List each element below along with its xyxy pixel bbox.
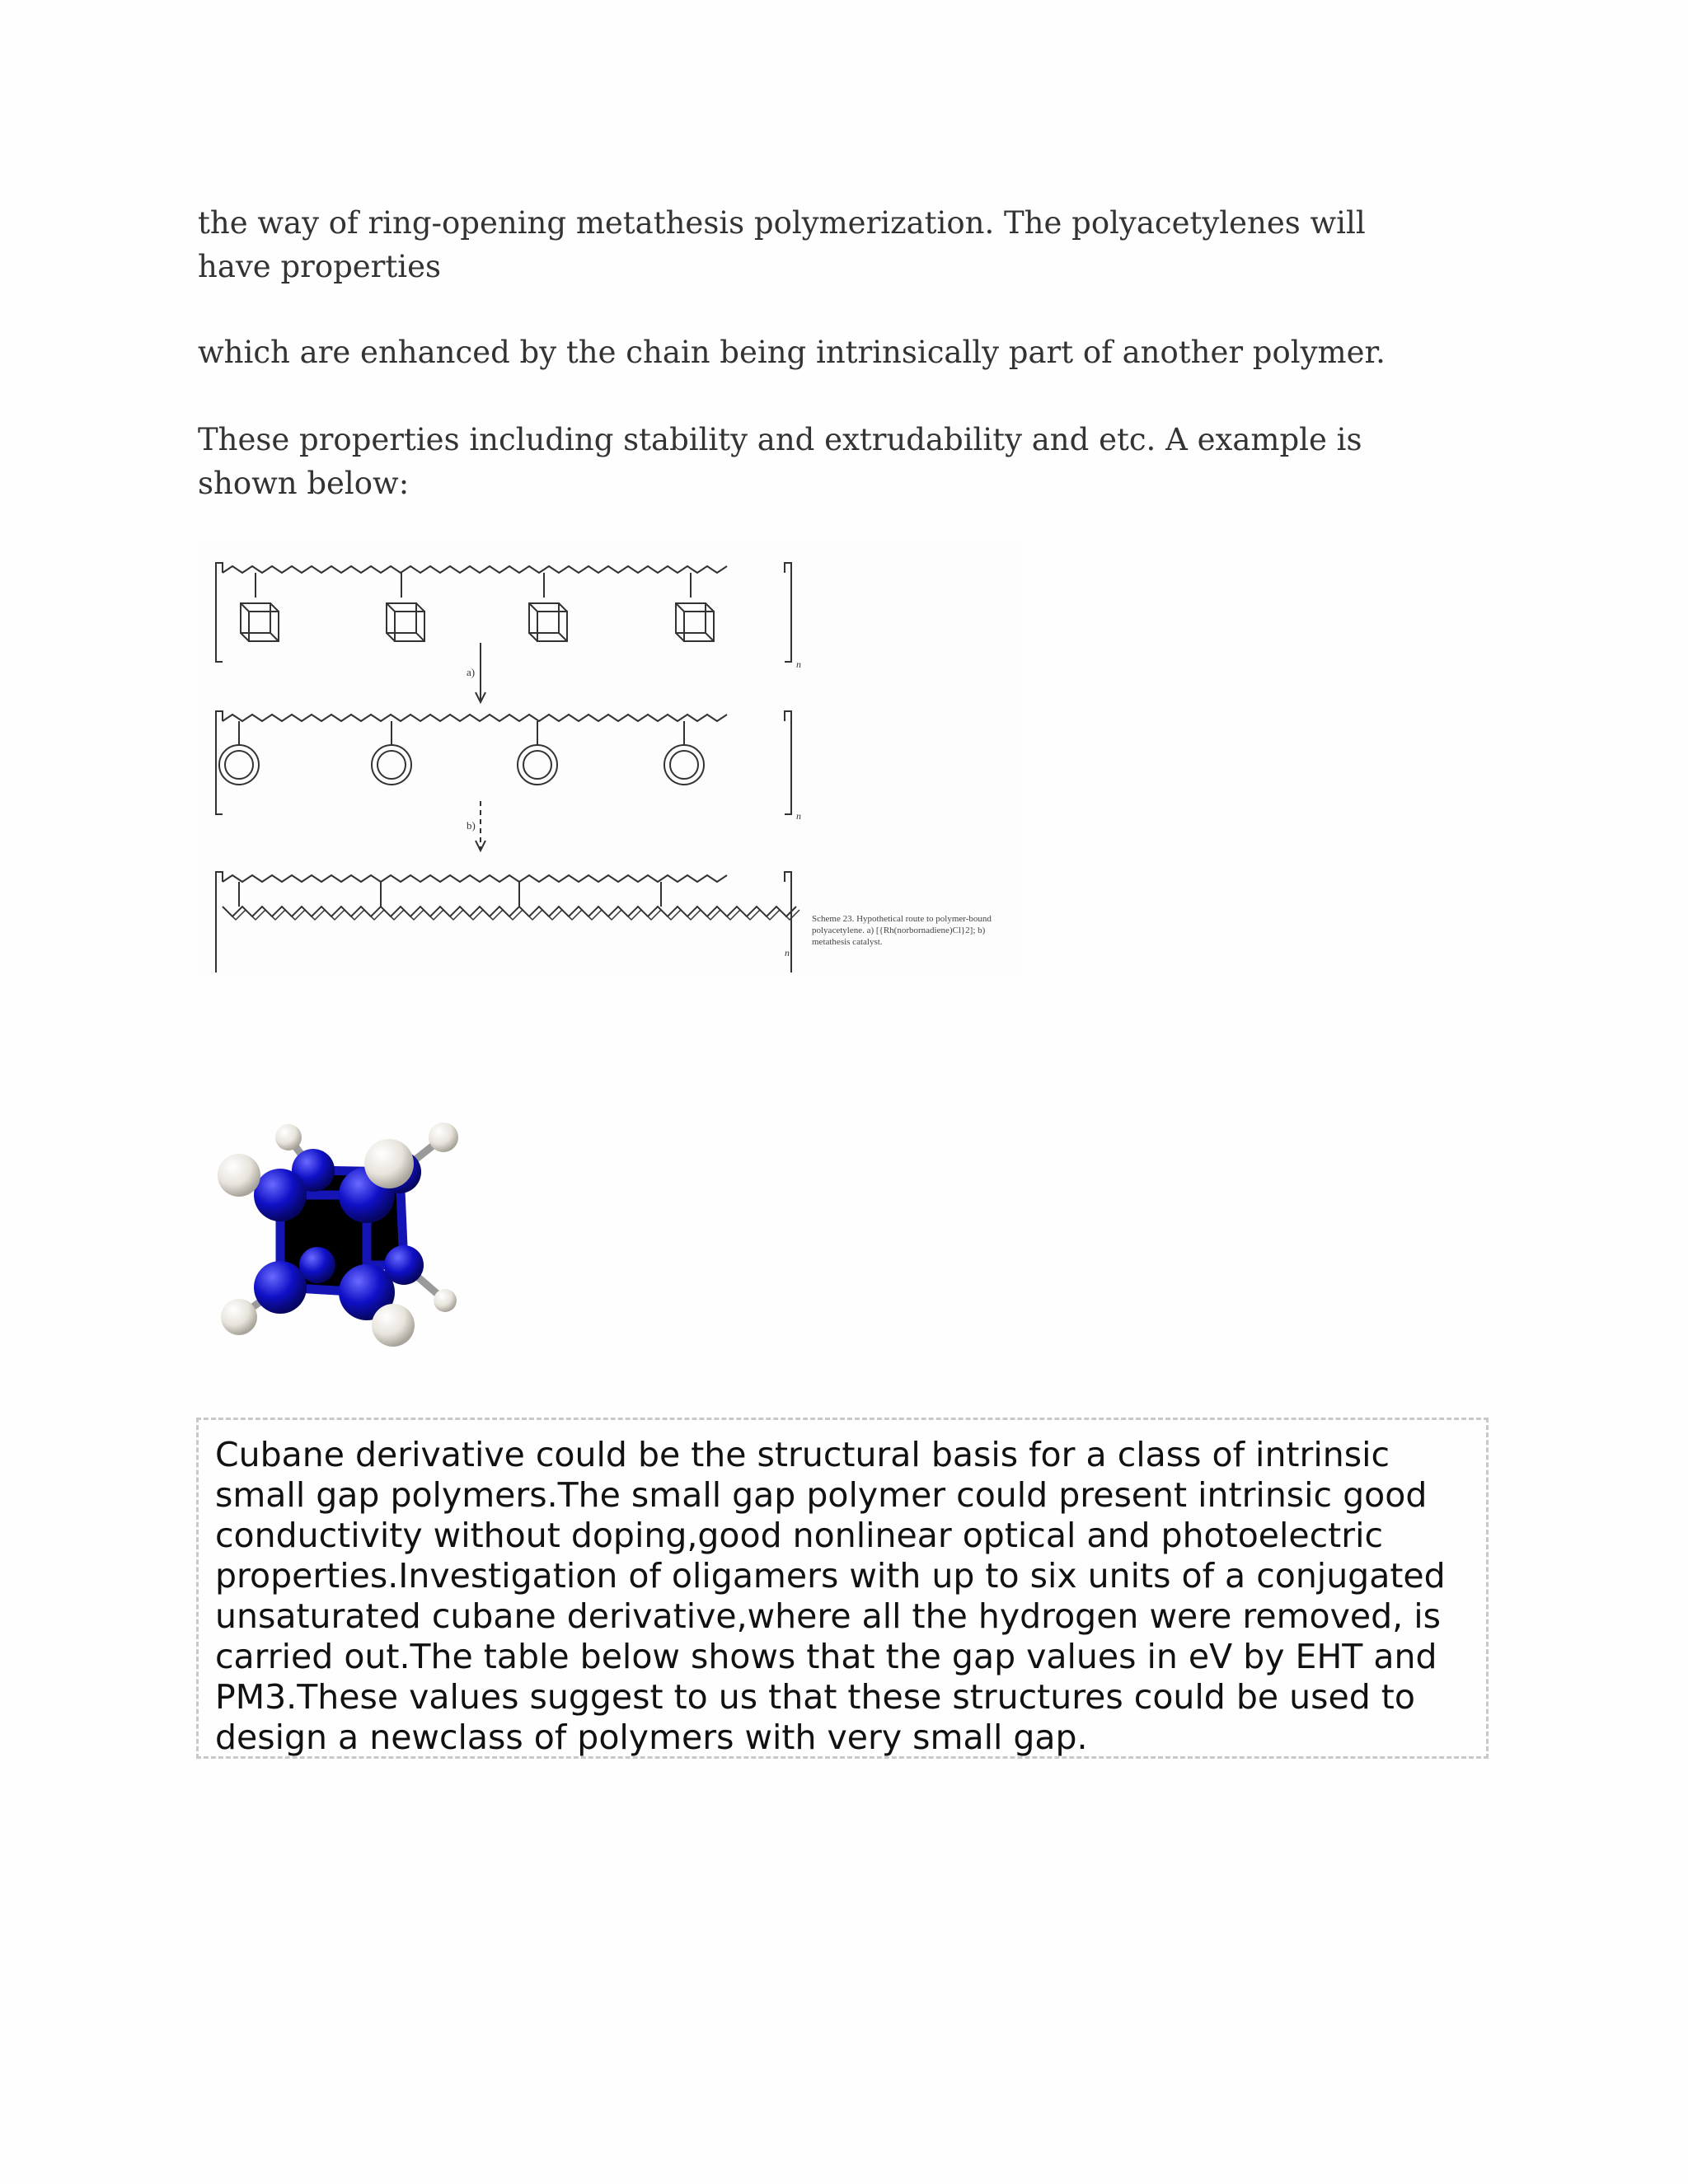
repeat-unit-n-3: n bbox=[785, 947, 790, 958]
step-b-label: b) bbox=[467, 819, 476, 832]
cubane-summary-text: Cubane derivative could be the structural basis for a class of intrinsic small gap polymers.The small gap polymer could present intrinsic good conductivity without doping,good nonlinear optical and photoelectric properties.Investigation of oligamers with up to six units of a conjugated unsaturated cubane derivative,where all the hydrogen were removed, is carried out.The table below shows that the gap values in eV by EHT and PM3.These values suggest to us that these structures could be used to design a newclass of polymers with very small gap. bbox=[215, 1435, 1446, 1757]
polymerization-scheme-figure bbox=[198, 544, 1022, 972]
cubane-molecule-model bbox=[198, 1104, 470, 1368]
repeat-unit-n-1: n bbox=[796, 658, 801, 670]
paragraph-example-intro: These properties including stability and extrudability and etc. A example is shown below: bbox=[198, 422, 1362, 501]
cubane-summary-box bbox=[196, 1418, 1489, 1759]
step-a-label: a) bbox=[467, 666, 476, 678]
paragraph-metathesis: the way of ring-opening metathesis polymerization. The polyacetylenes will have properties bbox=[198, 205, 1366, 284]
paragraph-enhanced-properties: which are enhanced by the chain being intrinsically part of another polymer. bbox=[198, 335, 1386, 370]
repeat-unit-n-2: n bbox=[796, 810, 801, 822]
scheme-caption: Scheme 23. Hypothetical route to polymer-bound polyacetylene. a) [{Rh(norbornadiene)Cl}2]; b) metathesis catalyst. bbox=[812, 914, 992, 947]
